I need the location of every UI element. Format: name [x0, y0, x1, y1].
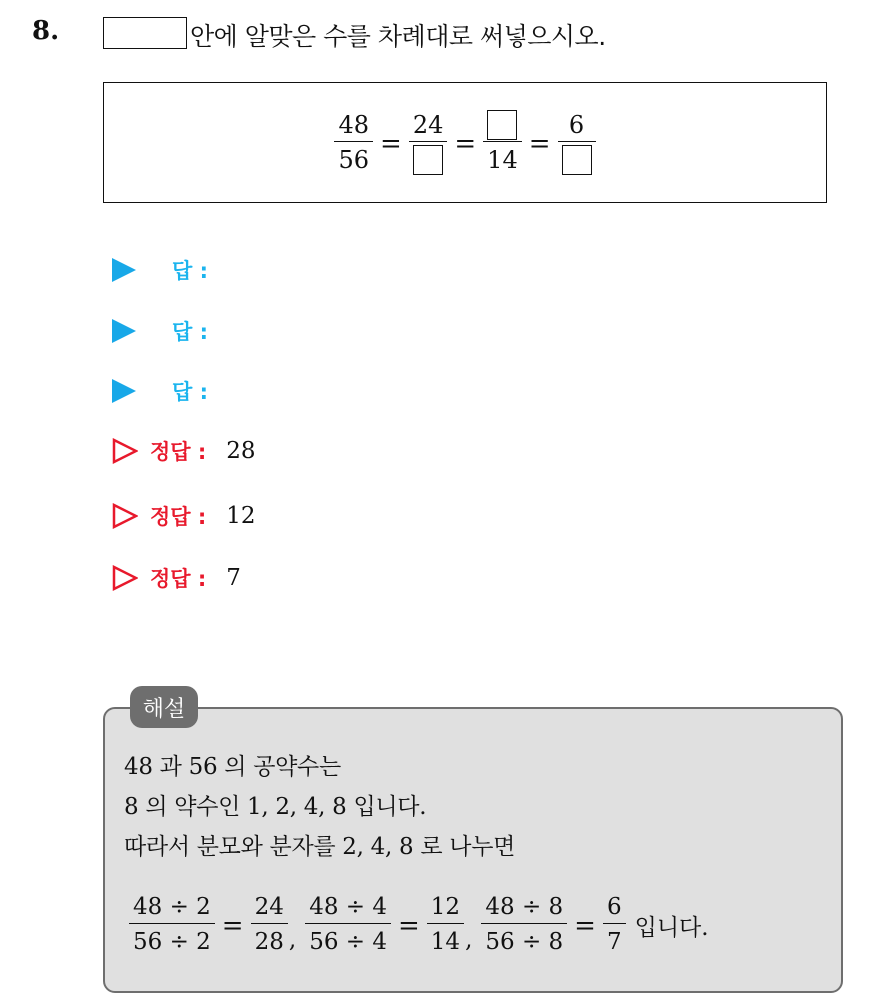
numerator: 6 [606, 894, 622, 920]
frac-12-14 [427, 893, 464, 958]
fraction-4-numerator: 6 [568, 111, 585, 139]
correct-row-3 [112, 563, 241, 593]
correct-value: 7 [226, 565, 241, 591]
equals-sign: = [221, 910, 244, 941]
numerator: 48 ÷ 4 [309, 894, 387, 920]
answer-row-2[interactable] [112, 316, 208, 346]
fraction-1-numerator: 48 [338, 111, 370, 139]
numerator: 48 ÷ 8 [485, 894, 564, 920]
comma: , [465, 926, 473, 953]
equals-sign: = [380, 128, 402, 159]
blank-square-numerator-3[interactable] [487, 110, 517, 140]
numerator: 12 [430, 894, 461, 920]
outline-triangle-icon [112, 503, 138, 529]
outline-triangle-icon [112, 565, 138, 591]
correct-label: 정답 : [150, 440, 207, 464]
blank-square-denominator-4[interactable] [562, 145, 592, 175]
fraction-4 [558, 111, 596, 176]
play-triangle-icon [112, 258, 136, 282]
play-triangle-icon [112, 319, 136, 343]
fraction-1 [334, 111, 373, 176]
outline-triangle-icon [112, 438, 138, 464]
comma: , [288, 926, 297, 953]
question-text: 안에 알맞은 수를 차례대로 써넣으시오. [190, 22, 606, 51]
correct-row-1 [112, 436, 256, 466]
correct-row-2 [112, 501, 256, 531]
question-number: 8. [32, 16, 60, 46]
explanation-equation [126, 893, 709, 958]
correct-label: 정답 : [150, 505, 207, 529]
denominator: 56 ÷ 8 [485, 929, 564, 955]
equals-sign: = [528, 128, 551, 159]
explanation-line-2: 8 의 약수인 1, 2, 4, 8 입니다. [124, 794, 427, 820]
fraction-1-denominator: 56 [338, 146, 370, 174]
explanation-line-3: 따라서 분모와 분자를 2, 4, 8 로 나누면 [124, 834, 516, 860]
correct-value: 28 [226, 438, 256, 464]
fraction-3 [483, 111, 522, 176]
frac-48-div-8 [481, 893, 567, 958]
frac-48-div-4 [305, 893, 391, 958]
numerator: 48 ÷ 2 [133, 894, 211, 920]
numerator: 24 [254, 894, 284, 920]
denominator: 7 [606, 929, 622, 955]
denominator: 28 [254, 929, 284, 955]
equals-sign: = [574, 910, 596, 941]
explanation-tail: 입니다. [634, 915, 709, 941]
frac-24-28 [251, 893, 288, 958]
equation-box [103, 82, 827, 203]
denominator: 56 ÷ 2 [133, 929, 211, 955]
fraction-2 [409, 111, 448, 176]
play-triangle-icon [112, 379, 136, 403]
equals-sign: = [454, 128, 477, 159]
fraction-equation [104, 111, 826, 176]
denominator: 14 [430, 929, 461, 955]
answer-label: 답 : [172, 380, 208, 404]
explanation-line-1: 48 과 56 의 공약수는 [124, 754, 341, 780]
answer-label: 답 : [172, 259, 208, 283]
frac-48-div-2 [129, 893, 215, 958]
blank-input-box[interactable] [103, 17, 187, 49]
denominator: 56 ÷ 4 [309, 929, 387, 955]
answer-row-3[interactable] [112, 376, 208, 406]
fraction-2-numerator: 24 [412, 111, 444, 139]
correct-value: 12 [226, 503, 256, 529]
answer-row-1[interactable] [112, 255, 208, 285]
blank-square-denominator-2[interactable] [413, 145, 443, 175]
answer-label: 답 : [172, 320, 208, 344]
correct-label: 정답 : [150, 567, 207, 591]
equals-sign: = [397, 910, 420, 941]
explanation-tab: 해설 [130, 686, 198, 728]
fraction-3-denominator: 14 [487, 146, 518, 174]
frac-6-7 [603, 893, 626, 958]
